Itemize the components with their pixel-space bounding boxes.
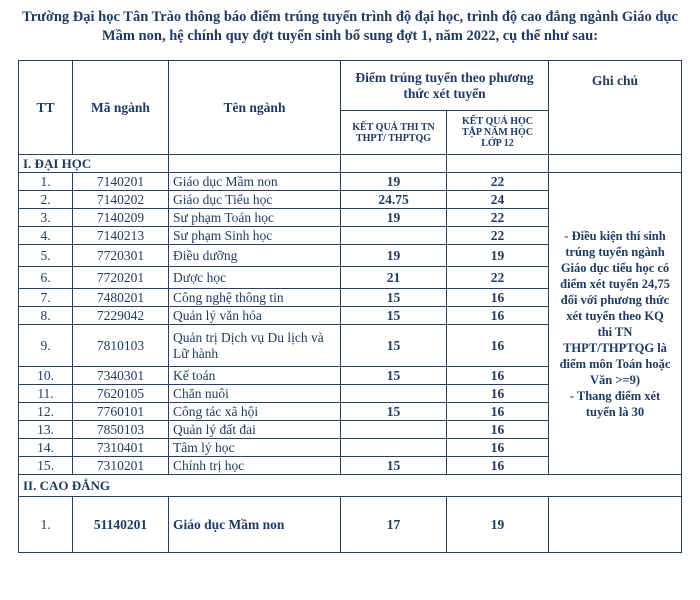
row-tt: 10. xyxy=(19,367,73,385)
row-tt: 1. xyxy=(19,173,73,191)
row-diem-thi-tn: 19 xyxy=(341,245,447,267)
row-ten-nganh: Giáo dục Mầm non xyxy=(169,497,341,553)
row-diem-thi-tn: 15 xyxy=(341,307,447,325)
row-tt: 13. xyxy=(19,421,73,439)
row-diem-hoc-tap: 16 xyxy=(447,325,549,367)
row-diem-thi-tn: 19 xyxy=(341,209,447,227)
row-ma-nganh: 7810103 xyxy=(73,325,169,367)
row-ma-nganh: 7850103 xyxy=(73,421,169,439)
row-ma-nganh: 7140201 xyxy=(73,173,169,191)
table-row xyxy=(19,497,682,553)
row-tt: 15. xyxy=(19,457,73,475)
header-row xyxy=(19,61,682,111)
row-tt: 9. xyxy=(19,325,73,367)
row-diem-thi-tn: 15 xyxy=(341,457,447,475)
section-row-dai-hoc xyxy=(19,155,682,173)
row-tt: 8. xyxy=(19,307,73,325)
row-diem-hoc-tap: 22 xyxy=(447,267,549,289)
row-tt: 4. xyxy=(19,227,73,245)
col-header-pt-thi-tn: KẾT QUẢ THI TN THPT/ THPTQG xyxy=(341,111,447,155)
row-tt: 14. xyxy=(19,439,73,457)
row-ma-nganh: 7229042 xyxy=(73,307,169,325)
row-tt: 6. xyxy=(19,267,73,289)
row-diem-hoc-tap: 19 xyxy=(447,245,549,267)
row-diem-thi-tn xyxy=(341,385,447,403)
row-tt: 1. xyxy=(19,497,73,553)
row-ghi-chu xyxy=(549,497,682,553)
row-diem-hoc-tap: 24 xyxy=(447,191,549,209)
row-diem-thi-tn xyxy=(341,439,447,457)
row-tt: 5. xyxy=(19,245,73,267)
col-header-diem: Điểm trúng tuyển theo phương thức xét tuyển xyxy=(341,61,549,111)
row-ma-nganh: 51140201 xyxy=(73,497,169,553)
table-row xyxy=(19,173,682,191)
row-diem-hoc-tap: 22 xyxy=(447,227,549,245)
row-diem-thi-tn xyxy=(341,421,447,439)
row-tt: 12. xyxy=(19,403,73,421)
row-diem-thi-tn xyxy=(341,227,447,245)
row-ten-nganh: Dược học xyxy=(169,267,341,289)
col-header-ten-nganh: Tên ngành xyxy=(169,61,341,155)
row-ten-nganh: Giáo dục Tiểu học xyxy=(169,191,341,209)
row-tt: 3. xyxy=(19,209,73,227)
row-ma-nganh: 7760101 xyxy=(73,403,169,421)
row-tt: 2. xyxy=(19,191,73,209)
ghi-chu-note xyxy=(549,173,682,475)
row-diem-thi-tn: 15 xyxy=(341,325,447,367)
row-ten-nganh: Giáo dục Mầm non xyxy=(169,173,341,191)
col-header-ghi-chu: Ghi chú xyxy=(549,61,682,155)
row-tt: 11. xyxy=(19,385,73,403)
section-row-cao-dang xyxy=(19,475,682,497)
admission-score-table xyxy=(18,60,682,553)
row-ma-nganh: 7720301 xyxy=(73,245,169,267)
row-diem-hoc-tap: 22 xyxy=(447,209,549,227)
row-diem-thi-tn: 15 xyxy=(341,403,447,421)
row-diem-hoc-tap: 16 xyxy=(447,289,549,307)
row-diem-thi-tn: 19 xyxy=(341,173,447,191)
row-ma-nganh: 7720201 xyxy=(73,267,169,289)
row-ma-nganh: 7310201 xyxy=(73,457,169,475)
row-diem-thi-tn: 21 xyxy=(341,267,447,289)
row-ten-nganh: Sư phạm Sinh học xyxy=(169,227,341,245)
row-ten-nganh: Công tác xã hội xyxy=(169,403,341,421)
empty-cell xyxy=(341,155,447,173)
row-ten-nganh: Kế toán xyxy=(169,367,341,385)
row-diem-hoc-tap: 16 xyxy=(447,403,549,421)
col-header-ma-nganh: Mã ngành xyxy=(73,61,169,155)
row-ten-nganh: Quản lý văn hóa xyxy=(169,307,341,325)
row-diem-hoc-tap: 16 xyxy=(447,439,549,457)
row-tt: 7. xyxy=(19,289,73,307)
row-diem-hoc-tap: 16 xyxy=(447,385,549,403)
intro-text: Trường Đại học Tân Trào thông báo điểm trúng tuyển trình độ đại học, trình độ cao đẳng ngành Giáo dục Mầm non, hệ chính quy đợt tuyển sinh bổ sung đợt 1, năm 2022, cụ thể như sau: xyxy=(22,9,678,44)
note-cell-top xyxy=(549,155,682,173)
row-ten-nganh: Quản lý đất đai xyxy=(169,421,341,439)
row-ma-nganh: 7620105 xyxy=(73,385,169,403)
row-ten-nganh: Công nghệ thông tin xyxy=(169,289,341,307)
row-diem-thi-tn: 17 xyxy=(341,497,447,553)
row-ma-nganh: 7140213 xyxy=(73,227,169,245)
note-line: - Điều kiện thí sinh trúng tuyển ngành Giáo dục tiểu học có điểm xét tuyển 24,75 đối với phương thức xét tuyển theo KQ thi TN THPT/THPTQG là điểm môn Toán hoặc Văn >=9) xyxy=(559,228,671,387)
row-ten-nganh: Tâm lý học xyxy=(169,439,341,457)
row-ten-nganh: Sư phạm Toán học xyxy=(169,209,341,227)
row-diem-thi-tn: 15 xyxy=(341,367,447,385)
col-header-pt-hoc-tap: KẾT QUẢ HỌC TẬP NĂM HỌC LỚP 12 xyxy=(447,111,549,155)
section-title: II. CAO ĐẲNG xyxy=(19,475,682,497)
row-diem-hoc-tap: 16 xyxy=(447,307,549,325)
row-diem-thi-tn: 15 xyxy=(341,289,447,307)
row-ma-nganh: 7140202 xyxy=(73,191,169,209)
empty-cell xyxy=(169,155,341,173)
row-ma-nganh: 7480201 xyxy=(73,289,169,307)
row-diem-hoc-tap: 16 xyxy=(447,421,549,439)
row-diem-hoc-tap: 16 xyxy=(447,457,549,475)
empty-cell xyxy=(447,155,549,173)
row-ma-nganh: 7140209 xyxy=(73,209,169,227)
row-ten-nganh: Quản trị Dịch vụ Du lịch và Lữ hành xyxy=(169,325,341,367)
row-ten-nganh: Điều dưỡng xyxy=(169,245,341,267)
note-line: - Thang điểm xét tuyển là 30 xyxy=(569,388,661,419)
row-diem-hoc-tap: 22 xyxy=(447,173,549,191)
row-diem-hoc-tap: 19 xyxy=(447,497,549,553)
row-ma-nganh: 7310401 xyxy=(73,439,169,457)
row-ma-nganh: 7340301 xyxy=(73,367,169,385)
row-ten-nganh: Chăn nuôi xyxy=(169,385,341,403)
row-diem-hoc-tap: 16 xyxy=(447,367,549,385)
col-header-tt: TT xyxy=(19,61,73,155)
section-title: I. ĐẠI HỌC xyxy=(19,155,169,173)
row-diem-thi-tn: 24.75 xyxy=(341,191,447,209)
row-ten-nganh: Chính trị học xyxy=(169,457,341,475)
